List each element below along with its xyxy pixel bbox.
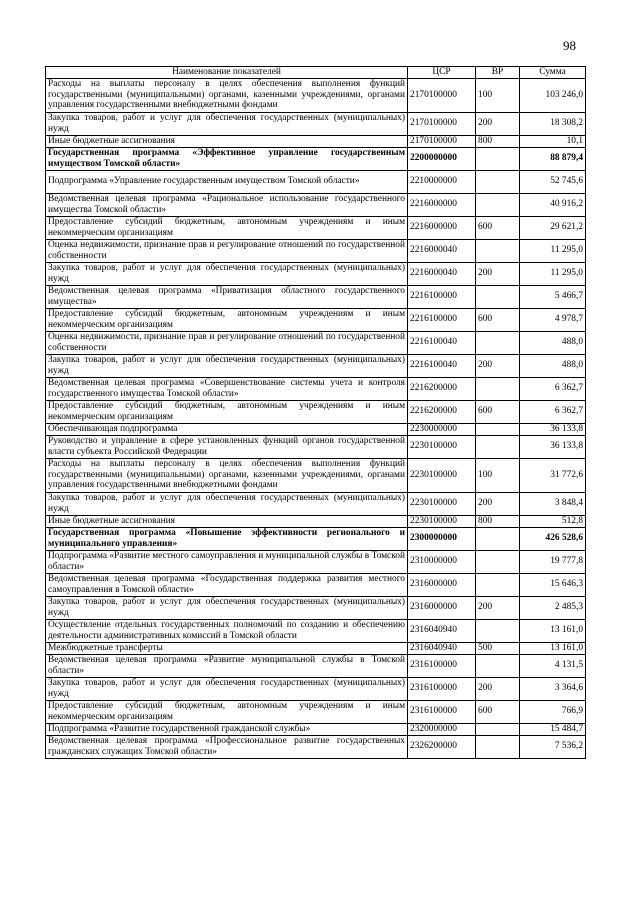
- row-vr-cell: 600: [476, 216, 520, 239]
- table-row: [46, 573, 586, 596]
- table-row: [46, 216, 586, 239]
- row-sum-cell: 103 246,0: [520, 78, 586, 112]
- row-csr-cell: 2216000040: [408, 262, 476, 285]
- row-sum-cell: 88 879,4: [520, 147, 586, 170]
- row-sum-cell: 6 362,7: [520, 400, 586, 423]
- row-sum-cell: 29 621,2: [520, 216, 586, 239]
- table-row: [46, 147, 586, 170]
- row-name-cell: Государственная программа «Эффективное управление государственным имуществом Томской области»: [46, 147, 408, 170]
- row-csr-cell: 2316100000: [408, 700, 476, 723]
- row-sum-cell: 15 484,7: [520, 723, 586, 735]
- table-row: [46, 700, 586, 723]
- row-csr-cell: 2216100040: [408, 354, 476, 377]
- table-row: [46, 458, 586, 492]
- row-vr-cell: 600: [476, 700, 520, 723]
- row-csr-cell: 2316000000: [408, 596, 476, 619]
- table-row: [46, 354, 586, 377]
- row-csr-cell: 2216000000: [408, 193, 476, 216]
- row-name-cell: Закупка товаров, работ и услуг для обеспечения государственных (муниципальных) нужд: [46, 492, 408, 515]
- table-row: [46, 377, 586, 400]
- row-vr-cell: [476, 423, 520, 435]
- row-name-cell: Закупка товаров, работ и услуг для обеспечения государственных (муниципальных) нужд: [46, 596, 408, 619]
- table-row: [46, 135, 586, 147]
- row-vr-cell: [476, 377, 520, 400]
- row-csr-cell: 2326200000: [408, 735, 476, 758]
- row-name-cell: Ведомственная целевая программа «Совершенствование системы учета и контроля государственного имущества Томской области»: [46, 377, 408, 400]
- row-name-cell: Межбюджетные трансферты: [46, 642, 408, 654]
- table-row: [46, 550, 586, 573]
- row-vr-cell: 600: [476, 400, 520, 423]
- row-vr-cell: 600: [476, 308, 520, 331]
- header-name: Наименование показателей: [46, 67, 408, 79]
- row-name-cell: Ведомственная целевая программа «Развитие муниципальной службы в Томской области»: [46, 654, 408, 677]
- row-name-cell: Оценка недвижимости, признание прав и регулирование отношений по государственной собственности: [46, 239, 408, 262]
- row-sum-cell: 2 485,3: [520, 596, 586, 619]
- table-row: [46, 642, 586, 654]
- table-row: [46, 285, 586, 308]
- row-sum-cell: 4 131,5: [520, 654, 586, 677]
- table-row: [46, 331, 586, 354]
- row-vr-cell: 200: [476, 596, 520, 619]
- row-vr-cell: [476, 170, 520, 193]
- table-row: [46, 435, 586, 458]
- row-csr-cell: 2170100000: [408, 112, 476, 135]
- row-vr-cell: 200: [476, 112, 520, 135]
- row-csr-cell: 2316100000: [408, 654, 476, 677]
- row-vr-cell: [476, 550, 520, 573]
- row-name-cell: Подпрограмма «Управление государственным имуществом Томской области»: [46, 170, 408, 193]
- row-name-cell: Расходы на выплаты персоналу в целях обеспечения выполнения функций государственными (муниципальными) органами, казенными учреждениями, органами управления государственными внебюджетными фондами: [46, 78, 408, 112]
- row-csr-cell: 2200000000: [408, 147, 476, 170]
- row-vr-cell: [476, 435, 520, 458]
- row-name-cell: Ведомственная целевая программа «Приватизация областного государственного имущества»: [46, 285, 408, 308]
- row-name-cell: Государственная программа «Повышение эффективности регионального и муниципального управления»: [46, 527, 408, 550]
- table-row: [46, 423, 586, 435]
- row-vr-cell: 200: [476, 492, 520, 515]
- row-csr-cell: 2316040940: [408, 619, 476, 642]
- row-csr-cell: 2316100000: [408, 677, 476, 700]
- row-sum-cell: 13 161,0: [520, 642, 586, 654]
- table-row: [46, 400, 586, 423]
- row-name-cell: Закупка товаров, работ и услуг для обеспечения государственных (муниципальных) нужд: [46, 354, 408, 377]
- row-sum-cell: 3 364,6: [520, 677, 586, 700]
- row-vr-cell: [476, 527, 520, 550]
- row-sum-cell: 6 362,7: [520, 377, 586, 400]
- budget-table: [45, 66, 586, 759]
- row-name-cell: Подпрограмма «Развитие государственной гражданской службы»: [46, 723, 408, 735]
- row-csr-cell: 2216000000: [408, 216, 476, 239]
- row-csr-cell: 2230100000: [408, 435, 476, 458]
- row-sum-cell: 36 133,8: [520, 435, 586, 458]
- table-row: [46, 596, 586, 619]
- row-sum-cell: 36 133,8: [520, 423, 586, 435]
- row-sum-cell: 488,0: [520, 331, 586, 354]
- page-number: 98: [563, 38, 576, 53]
- row-sum-cell: 11 295,0: [520, 262, 586, 285]
- row-sum-cell: 18 308,2: [520, 112, 586, 135]
- table-row: [46, 735, 586, 758]
- row-vr-cell: 200: [476, 262, 520, 285]
- row-sum-cell: 4 978,7: [520, 308, 586, 331]
- row-name-cell: Иные бюджетные ассигнования: [46, 135, 408, 147]
- row-name-cell: Закупка товаров, работ и услуг для обеспечения государственных (муниципальных) нужд: [46, 262, 408, 285]
- table-row: [46, 619, 586, 642]
- row-sum-cell: 52 745,6: [520, 170, 586, 193]
- row-vr-cell: [476, 285, 520, 308]
- row-name-cell: Предоставление субсидий бюджетным, автономным учреждениям и иным некоммерческим организациям: [46, 700, 408, 723]
- header-csr: ЦСР: [408, 67, 476, 79]
- row-sum-cell: 11 295,0: [520, 239, 586, 262]
- row-csr-cell: 2216000040: [408, 239, 476, 262]
- table-row: [46, 78, 586, 112]
- row-csr-cell: 2316000000: [408, 573, 476, 596]
- row-csr-cell: 2210000000: [408, 170, 476, 193]
- row-csr-cell: 2230100000: [408, 515, 476, 527]
- row-csr-cell: 2216200000: [408, 400, 476, 423]
- row-name-cell: Ведомственная целевая программа «Рациональное использование государственного имущества Томской области»: [46, 193, 408, 216]
- row-sum-cell: 426 528,6: [520, 527, 586, 550]
- row-vr-cell: 800: [476, 135, 520, 147]
- row-name-cell: Ведомственная целевая программа «Профессиональное развитие государственных гражданских служащих Томской области»: [46, 735, 408, 758]
- row-vr-cell: 100: [476, 78, 520, 112]
- row-sum-cell: 19 777,8: [520, 550, 586, 573]
- row-csr-cell: 2320000000: [408, 723, 476, 735]
- row-name-cell: Руководство и управление в сфере установленных функций органов государственной власти субъекта Российской Федерации: [46, 435, 408, 458]
- row-vr-cell: 500: [476, 642, 520, 654]
- row-vr-cell: 800: [476, 515, 520, 527]
- row-csr-cell: 2316040940: [408, 642, 476, 654]
- row-name-cell: Закупка товаров, работ и услуг для обеспечения государственных (муниципальных) нужд: [46, 677, 408, 700]
- row-name-cell: Расходы на выплаты персоналу в целях обеспечения выполнения функций государственными (муниципальными) органами, казенными учреждениями, органами управления государственными внебюджетными фондами: [46, 458, 408, 492]
- row-sum-cell: 13 161,0: [520, 619, 586, 642]
- row-name-cell: Ведомственная целевая программа «Государственная поддержка развития местного самоуправления в Томской области»: [46, 573, 408, 596]
- row-name-cell: Предоставление субсидий бюджетным, автономным учреждениям и иным некоммерческим организациям: [46, 400, 408, 423]
- row-name-cell: Предоставление субсидий бюджетным, автономным учреждениям и иным некоммерческим организациям: [46, 308, 408, 331]
- row-csr-cell: 2230100000: [408, 458, 476, 492]
- row-csr-cell: 2216100000: [408, 308, 476, 331]
- row-csr-cell: 2310000000: [408, 550, 476, 573]
- table-row: [46, 170, 586, 193]
- header-vr: ВР: [476, 67, 520, 79]
- table-row: [46, 723, 586, 735]
- row-csr-cell: 2230100000: [408, 492, 476, 515]
- row-vr-cell: [476, 723, 520, 735]
- row-name-cell: Обеспечивающая подпрограмма: [46, 423, 408, 435]
- row-name-cell: Иные бюджетные ассигнования: [46, 515, 408, 527]
- row-sum-cell: 31 772,6: [520, 458, 586, 492]
- row-sum-cell: 488,0: [520, 354, 586, 377]
- table-row: [46, 677, 586, 700]
- row-name-cell: Осуществление отдельных государственных полномочий по созданию и обеспечению деятельности административных комиссий в Томской области: [46, 619, 408, 642]
- row-sum-cell: 40 916,2: [520, 193, 586, 216]
- row-sum-cell: 3 848,4: [520, 492, 586, 515]
- table-header-row: [46, 67, 586, 79]
- row-name-cell: Предоставление субсидий бюджетным, автономным учреждениям и иным некоммерческим организациям: [46, 216, 408, 239]
- table-row: [46, 492, 586, 515]
- row-vr-cell: [476, 735, 520, 758]
- row-vr-cell: [476, 573, 520, 596]
- table-row: [46, 193, 586, 216]
- row-vr-cell: [476, 654, 520, 677]
- row-vr-cell: 200: [476, 354, 520, 377]
- row-sum-cell: 10,1: [520, 135, 586, 147]
- row-vr-cell: [476, 619, 520, 642]
- row-sum-cell: 15 646,3: [520, 573, 586, 596]
- table-row: [46, 527, 586, 550]
- table-row: [46, 515, 586, 527]
- row-sum-cell: 766,9: [520, 700, 586, 723]
- row-name-cell: Подпрограмма «Развитие местного самоуправления и муниципальной службы в Томской области»: [46, 550, 408, 573]
- row-name-cell: Закупка товаров, работ и услуг для обеспечения государственных (муниципальных) нужд: [46, 112, 408, 135]
- table-row: [46, 112, 586, 135]
- row-csr-cell: 2230000000: [408, 423, 476, 435]
- row-sum-cell: 7 536,2: [520, 735, 586, 758]
- table-row: [46, 239, 586, 262]
- row-vr-cell: [476, 147, 520, 170]
- row-name-cell: Оценка недвижимости, признание прав и регулирование отношений по государственной собственности: [46, 331, 408, 354]
- row-csr-cell: 2300000000: [408, 527, 476, 550]
- row-csr-cell: 2170100000: [408, 135, 476, 147]
- row-vr-cell: 100: [476, 458, 520, 492]
- row-vr-cell: [476, 331, 520, 354]
- row-sum-cell: 512,8: [520, 515, 586, 527]
- table-row: [46, 654, 586, 677]
- row-sum-cell: 5 466,7: [520, 285, 586, 308]
- row-vr-cell: 200: [476, 677, 520, 700]
- header-sum: Сумма: [520, 67, 586, 79]
- row-vr-cell: [476, 239, 520, 262]
- row-vr-cell: [476, 193, 520, 216]
- table-row: [46, 308, 586, 331]
- row-csr-cell: 2216200000: [408, 377, 476, 400]
- row-csr-cell: 2170100000: [408, 78, 476, 112]
- table-row: [46, 262, 586, 285]
- row-csr-cell: 2216100040: [408, 331, 476, 354]
- row-csr-cell: 2216100000: [408, 285, 476, 308]
